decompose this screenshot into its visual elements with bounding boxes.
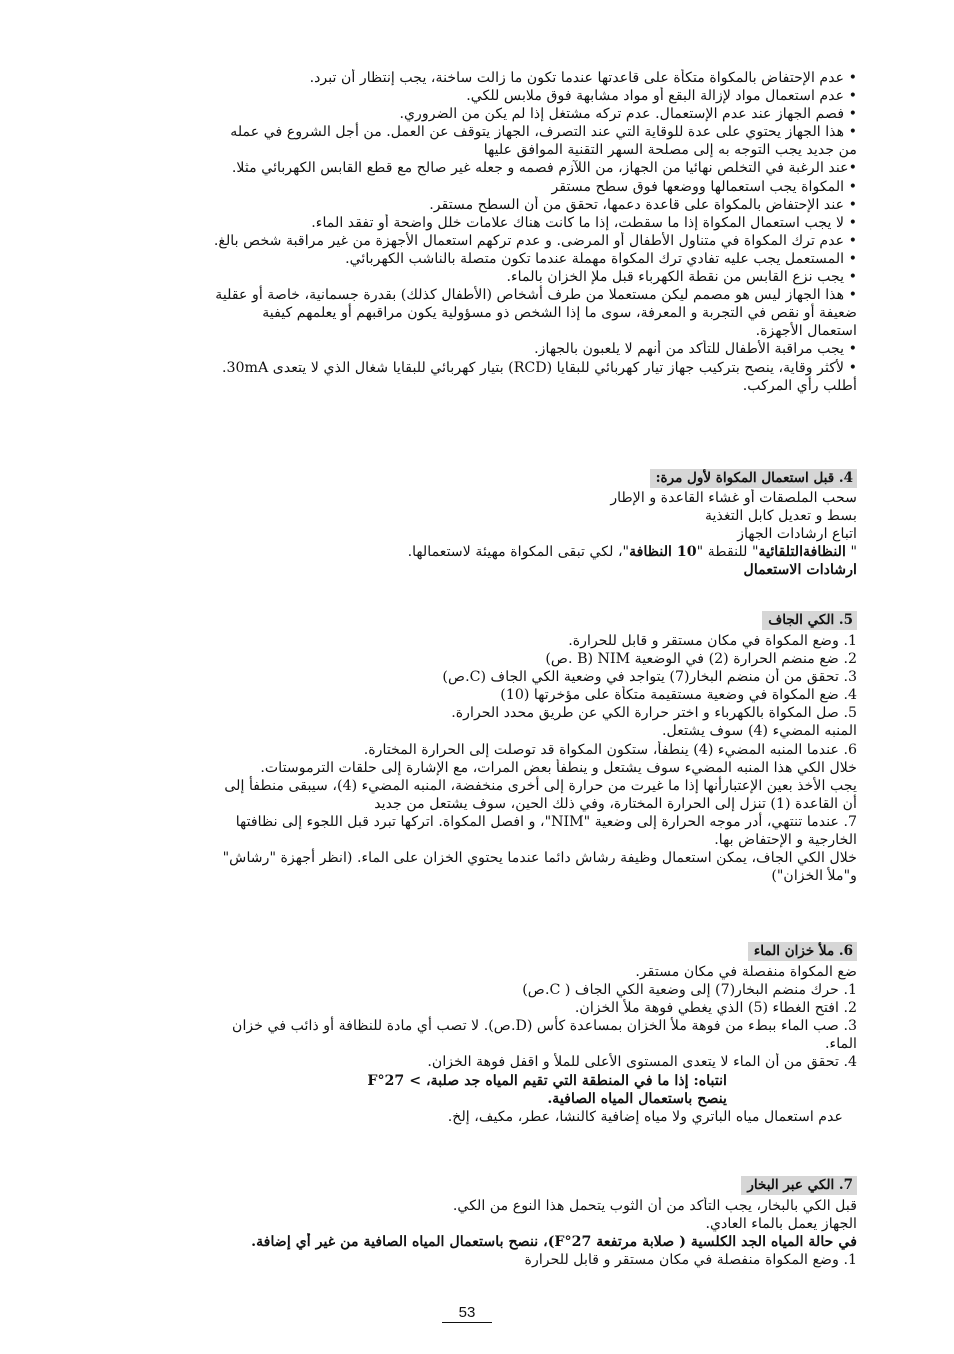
warning-item: •عند الرغبة في التخلص نهائيا من الجهاز، من اللآزم فصمه و جعله غير صالح مع قطع القابس الكهربائي مثلا. [231,160,857,177]
warning-item: • هذا الجهاز يحتوي على عدة للوقاية التي عند التصرف، الجهاز يتوقف عن العمل. من أجل الشروع في عمله من جديد يجب التوجه به إلى مصلحة السهر التقنية الموافق عليها [230,124,857,159]
section-7-line: قبل الكي بالبخار، يجب التأكد من أن الثوب يتحمل هذا النوع من الكي. [452,1198,857,1214]
section-4-line: بسط و تعديل كابل التغذية [704,508,857,525]
warning-item: • يجب نزع القابس من نقطة الكهرباء قبل ملإ الخزان بالماء. [506,269,857,286]
section-5-line: خلال الكي هذا المنبه المضيء سوف يشتعل و ينطفأ بعض المرات، مع الإشارة إلى حلقات الترموستات. [260,759,857,776]
section-7-heading: 7. الكي عبر البخار [741,1176,857,1195]
limescale-advice: في حالة المياه الجد الكلسية ( صلابة مرتفعة 27°F)، ننصح باستعمال المياه الصافية من غير أي إضافة. [251,1234,857,1251]
section-7-body [212,1197,857,1269]
section-5-line: 4. ضع المكواة في وضعية مستقيمة متكأة على مؤخرتها (10) [500,687,857,704]
hard-water-warning: انتباه: إذا ما في المنطقة التي تقيم المياه جد صلبة، > 27°F [367,1072,727,1089]
warning-item: • المكواة يجب استعمالها ووضعها فوق سطح مستقر [551,178,857,195]
section-5-line: المنبه المضيء (4) سوف يشتعل. [662,723,857,740]
section-5-line: 7. عندما تنتهي، أدر موجه الحرارة إلى وضعية "NIM"، و افصل المكواة. اتركها تبرد قبل اللجوء إلى نظافتها الخارجية و الإحتفاض بها. [235,813,857,849]
usage-instructions-heading: ارشادات الاستعمال [743,562,857,579]
section-5-line: 6. عندما المنبه المضيء (4) ينطفأ، ستكون المكواة قد توصلت إلى الحرارة المختارة. [363,741,857,758]
warning-item: • يجب مراقبة الأطفال للتأكد من أنهم لا يلعبون بالجهاز. [534,341,857,358]
section-4-body [212,489,857,579]
section-7-line: الجهاز يعمل بالماء العادي. [705,1216,857,1233]
warning-item: • فصم الجهاز عند عدم الإستعمال. عدم تركه مشتغل إذا لم يكن من الضروري. [399,106,857,123]
section-5-line: 5. صل المكواة بالكهرباء و اختر حرارة الكي عن طريق محدد الحرارة. [451,705,857,722]
section-6-line: 3. صب الماء ببطء من فوهة ملأ الخزان بمساعدة كأس (D.ص). لا تصب أي مادة للنظافة أو ذائب في خزان الماء. [232,1018,857,1053]
section-5-heading: 5. الكي الجاف [762,611,857,630]
warning-item: • المستعمل يجب عليه تفادي ترك المكواة مهملة عندما تكون متصلة بالناشب الكهربائي. [345,250,857,267]
distilled-water-advice: ينصح باستعمال المياه الصافية. [547,1090,727,1107]
section-4-line: سحب الملصقات أو غشاء القاعدة و الإطار [610,490,857,506]
warning-item: • عدم ترك المكواة في متناول الأطفال أو المرضى. و عدم تركهم استعمال الأجهزة من غير مراقبة شخص بالغ. [213,232,857,249]
section-5-line: خلال الكي الجاف، يمكن استعمال وظيفة رشاش دائما عندما يحتوي الخزان على الماء. (انظر أجهزة "رشاش" و"ملأ الخزان") [222,850,857,885]
warning-item: • عدم الإحتفاض بالمكواة متكأة على قاعدتها عندما تكون ما زالت ساخنة، يجب إنتظار أن تبرد. [309,70,857,86]
section-6-line: ضع المكواة منفصلة في مكان مستقر. [635,964,857,980]
warning-item: • لأكثر وقاية، ينصح بتركيب جهاز تيار كهربائي للبقايا (RCD) بتيار كهربائي للبقايا شغال الذي لا يتعدى 30mA. أطلب رأي المركب. [221,359,857,394]
section-6-body [212,963,857,1126]
warning-item: • هذا الجهاز ليس هو مصمم ليكن مستعملا من طرف أشخاص (الأطفال كذلك) بقدرة جسمانية، خاصة أو عقلية ضعيفة أو نقص في التجربة و المعرفة، سوى ما إذا الشخص ذو مسؤولية يكون مراقبهم أو يعلمهم كيفية استعمال الأجهزة. [215,287,857,340]
section-6-heading: 6. ملأ خزان الماء [748,942,857,961]
section-5-line: يجب الأخذ بعين الإعتبارأنها إذا ما غيرت من حرارة إلى أخرى منخفضة، المنبه المضيء (4)، سيبقى منطفأ إلى أن القاعدة (1) تنزل إلى الحرارة المختارة، وفي ذلك الحين، سوف يشتعل من جديد [224,777,857,812]
section-6-line: 1. حرك منضم البخار(7) إلى وضعية الكي الجاف ( C.ص) [522,982,857,999]
section-4-heading: 4. قبل استعمال المكواة لأول مرة: [650,469,857,488]
additives-note: عدم استعمال مياه الباتري ولا مياه إضافية كالنشا، عطر، مكيف، إلخ. [447,1108,843,1125]
auto-clean-line: " النظافةالتلقائية" للنقطة "10 النظافة"، لكي تبقى المكواة مهيئة لاستعمالها. [407,544,857,561]
section-5-line: 2. ضع منضم الحرارة (2) في الوضعية NIM (B .ص) [545,651,857,668]
section-5-line: 1. وضع المكواة في مكان مستقر و قابل للحرارة. [568,633,857,649]
safety-warnings [212,69,857,395]
section-5-line: 3. تحقق من أن منضم البخار(7) يتواجد في وضعية الكي الجاف (C.ص) [442,669,857,686]
warning-item: • عدم استعمال مواد لإزالة البقع أو مواد مشابهة فوق ملابس للكي. [466,88,857,105]
section-5-body [212,632,857,885]
section-6-line: 4. تحقق من أن الماء لا يتعدى المستوى الأعلى للملأ و اقفل فوهة الخزان. [427,1054,857,1071]
section-4-line: اتباع ارشادات الجهاز [737,526,857,543]
page-number: 53 [442,1304,492,1323]
warning-item: • لا يجب استعمال المكواة إذا ما سقطت، إذا ما كانت هناك علامات خلل واضحة أو تفقد الماء. [311,214,857,231]
warning-item: • عند الإحتفاض بالمكواة على قاعدة دعمها، تحقق من أن السطح مستقر. [429,196,857,213]
section-7-line: 1. وضع المكواة منفصلة في مكان مستقر و قابل للحرارة [524,1252,857,1269]
section-6-line: 2. افتح الغطاء (5) الذي يغطي فوهة ملأ الخزان. [574,1000,857,1017]
